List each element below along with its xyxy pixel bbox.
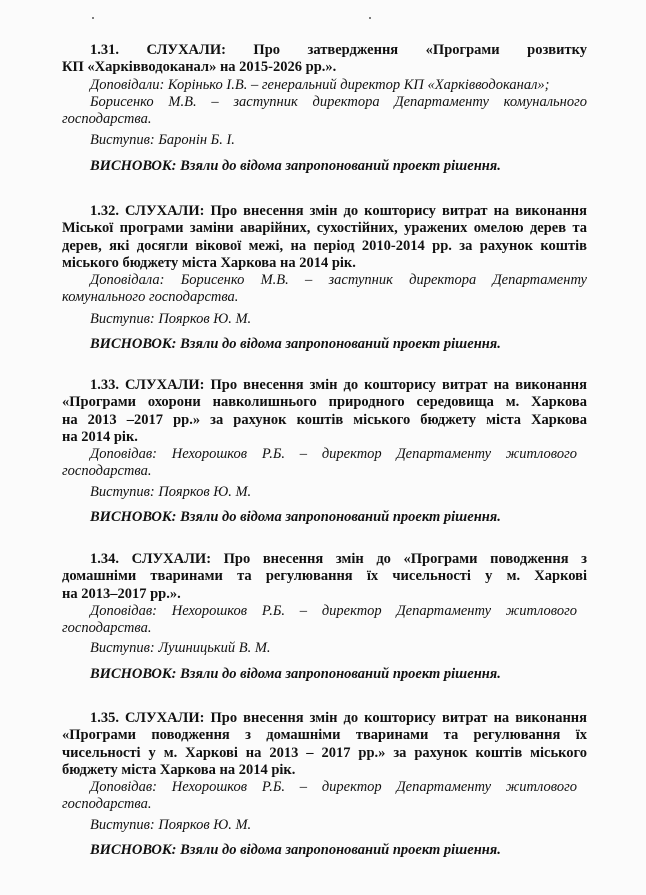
agenda-item-1-33 xyxy=(62,377,587,526)
item-speakers xyxy=(62,603,587,638)
heading-line: на 2013 –2017 рр.» за рахунок коштів міського бюджету міста Харкова xyxy=(62,411,587,428)
agenda-item-1-31 xyxy=(62,42,587,175)
item-speakers xyxy=(62,272,587,307)
heading-line: 1.31. СЛУХАЛИ: Про затвердження «Програми розвитку xyxy=(90,42,587,58)
scan-speck xyxy=(92,17,94,19)
speaker-line: господарства. xyxy=(62,620,152,637)
item-conclusion: ВИСНОВОК: Взяли до відома запропонований проект рішення. xyxy=(90,157,501,174)
scan-speck xyxy=(369,17,371,19)
heading-line: 1.33. СЛУХАЛИ: Про внесення змін до кошторису витрат на виконання xyxy=(90,377,587,393)
item-heading xyxy=(62,42,587,77)
heading-line: на 2013–2017 рр.». xyxy=(62,585,181,602)
heading-line: Міської програми заміни аварійних, сухостійних, уражених омелою дерев та xyxy=(62,220,587,237)
heading-line: «Програми охорони навколишнього природного середовища м. Харкова xyxy=(62,394,587,411)
item-speech: Виступив: Лушницький В. М. xyxy=(90,640,271,657)
item-heading xyxy=(62,377,587,446)
speaker-line: комунального господарства. xyxy=(62,289,239,306)
heading-line: 1.35. СЛУХАЛИ: Про внесення змін до кошторису витрат на виконання xyxy=(90,710,587,726)
heading-line: дерев, які досягли вікової межі, на період 2010-2014 рр. за рахунок коштів xyxy=(62,237,587,254)
item-speakers xyxy=(62,77,587,129)
item-conclusion: ВИСНОВОК: Взяли до відома запропонований проект рішення. xyxy=(90,665,501,682)
item-conclusion: ВИСНОВОК: Взяли до відома запропонований проект рішення. xyxy=(90,842,501,859)
speaker-line: Доповідали: Корінько І.В. – генеральний директор КП «Харківводоканал»; xyxy=(90,76,550,93)
agenda-item-1-35 xyxy=(62,710,587,859)
item-heading xyxy=(62,203,587,272)
heading-line: бюджету міста Харкова на 2014 рік. xyxy=(62,761,296,778)
speaker-line: господарства. xyxy=(62,111,152,128)
speaker-line: Доповідав: Нехорошков Р.Б. – директор Департаменту житлового xyxy=(90,602,577,619)
speaker-line: Доповідав: Нехорошков Р.Б. – директор Департаменту житлового xyxy=(90,779,577,796)
heading-line: чисельності у м. Харкові на 2013 – 2017 рр.» за рахунок коштів міського xyxy=(62,744,587,761)
speaker-line: господарства. xyxy=(62,463,152,480)
item-speakers xyxy=(62,779,587,814)
heading-line: на 2014 рік. xyxy=(62,428,138,445)
speaker-line: Доповідав: Нехорошков Р.Б. – директор Департаменту житлового xyxy=(90,446,577,463)
item-heading xyxy=(62,551,587,603)
item-speech: Виступив: Поярков Ю. М. xyxy=(90,816,252,833)
item-conclusion: ВИСНОВОК: Взяли до відома запропонований проект рішення. xyxy=(90,509,501,526)
agenda-item-1-32 xyxy=(62,203,587,353)
speaker-line: Доповідала: Борисенко М.В. – заступник директора Департаменту xyxy=(90,272,587,289)
item-conclusion: ВИСНОВОК: Взяли до відома запропонований проект рішення. xyxy=(90,336,501,353)
item-speech: Виступив: Поярков Ю. М. xyxy=(90,310,252,327)
heading-line: «Програми поводження з домашніми тваринами та регулювання їх xyxy=(62,727,587,744)
item-speech: Виступив: Поярков Ю. М. xyxy=(90,483,252,500)
item-heading xyxy=(62,710,587,779)
speaker-line: Борисенко М.В. – заступник директора Департаменту комунального xyxy=(90,93,587,110)
item-speech: Виступив: Баронін Б. І. xyxy=(90,132,235,149)
speaker-line: господарства. xyxy=(62,796,152,813)
item-speakers xyxy=(62,446,587,481)
agenda-item-1-34 xyxy=(62,551,587,683)
heading-line: КП «Харківводоканал» на 2015-2026 рр.». xyxy=(62,59,337,76)
heading-line: домашніми тваринами та регулювання їх чисельності у м. Харкові xyxy=(62,568,587,585)
heading-line: 1.34. СЛУХАЛИ: Про внесення змін до «Програми поводження з xyxy=(90,551,587,567)
heading-line: 1.32. СЛУХАЛИ: Про внесення змін до кошторису витрат на виконання xyxy=(90,203,587,219)
heading-line: міського бюджету міста Харкова на 2014 рік. xyxy=(62,254,356,271)
